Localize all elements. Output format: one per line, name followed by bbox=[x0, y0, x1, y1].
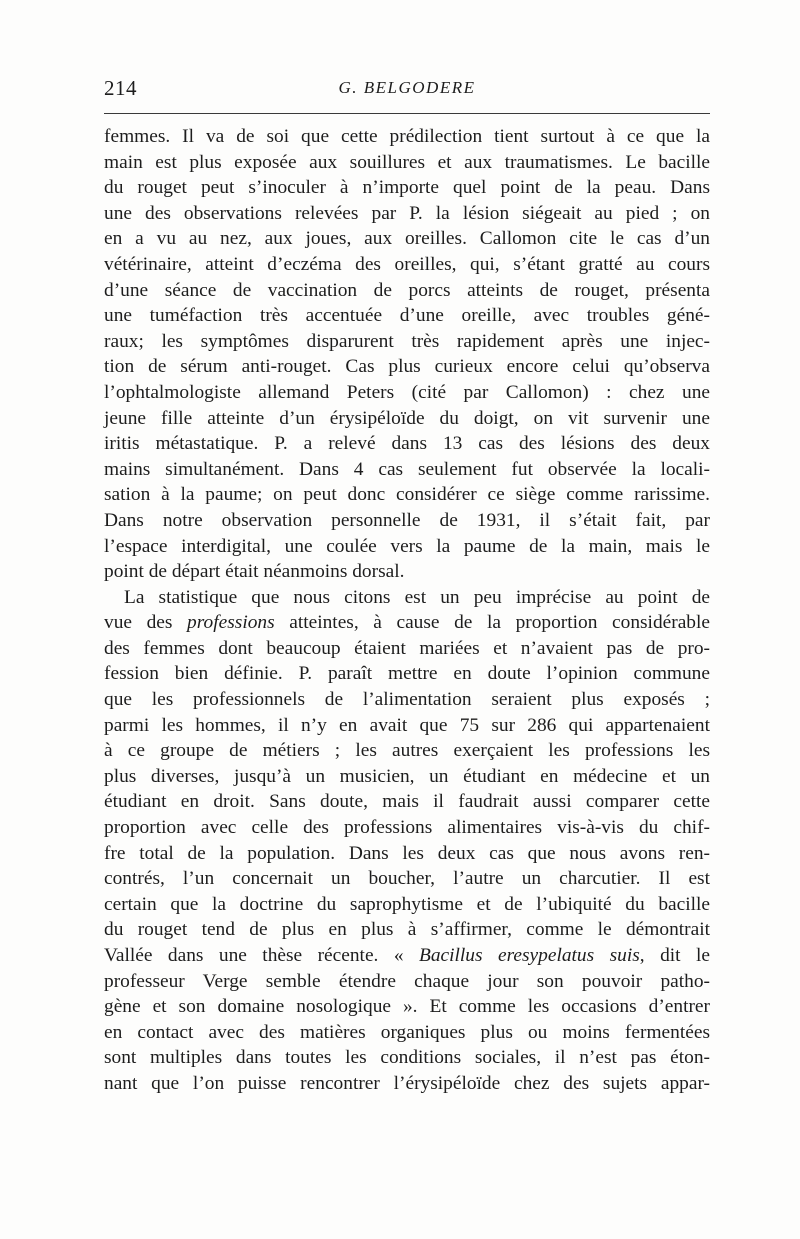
text-line: étudiant en droit. Sans doute, mais il faudrait aussi comparer cette bbox=[104, 791, 710, 813]
text-line: femmes. Il va de soi que cette prédilection tient surtout à ce que la bbox=[104, 126, 710, 147]
page-number: 214 bbox=[104, 76, 137, 100]
text-line: raux; les symptômes disparurent très rapidement après une injec- bbox=[104, 330, 710, 352]
text-line: iritis métastatique. P. a relevé dans 13 cas des lésions des deux bbox=[104, 433, 710, 455]
header-rule bbox=[104, 113, 710, 114]
text-line: en contact avec des matières organiques plus ou moins fermentées bbox=[104, 1021, 710, 1043]
text-line: du rouget peut s’inoculer à n’importe quel point de la peau. Dans bbox=[104, 177, 710, 199]
text-line: fession bien définie. P. paraît mettre en doute l’opinion commune bbox=[104, 663, 710, 685]
text-line: l’espace interdigital, une coulée vers la paume de la main, mais le bbox=[104, 535, 710, 557]
text-segment: atteintes, à cause de la proportion considérable bbox=[274, 612, 710, 634]
text-line: sont multiples dans toutes les conditions sociales, il n’est pas éton- bbox=[104, 1047, 710, 1069]
text-line: Dans notre observation personnelle de 1931, il s’était fait, par bbox=[104, 509, 710, 531]
text-line: tion de sérum anti-rouget. Cas plus curieux encore celui qu’observa bbox=[104, 356, 710, 378]
text-line: à ce groupe de métiers ; les autres exerçaient les professions les bbox=[104, 740, 710, 762]
text-line: mains simultanément. Dans 4 cas seulement fut observée la locali- bbox=[104, 458, 710, 480]
italic-term: professions bbox=[187, 612, 275, 634]
text-line: d’une séance de vaccination de porcs atteints de rouget, présenta bbox=[104, 279, 710, 301]
text-line: l’ophtalmologiste allemand Peters (cité par Callomon) : chez une bbox=[104, 381, 710, 403]
text-line: en a vu au nez, aux joues, aux oreilles. Callomon cite le cas d’un bbox=[104, 228, 710, 250]
text-line: du rouget tend de plus en plus à s’affirmer, comme le démontrait bbox=[104, 919, 710, 941]
text-line: une tuméfaction très accentuée d’une oreille, avec troubles géné- bbox=[104, 305, 710, 327]
text-segment: vue des bbox=[104, 612, 188, 634]
text-line: nant que l’on puisse rencontrer l’érysipéloïde chez des sujets appar- bbox=[104, 1072, 710, 1094]
text-line: vétérinaire, atteint d’eczéma des oreilles, qui, s’étant gratté au cours bbox=[104, 253, 710, 275]
running-head bbox=[104, 76, 710, 106]
text-line: que les professionnels de l’alimentation seraient plus exposés ; bbox=[104, 689, 710, 711]
text-line: contrés, l’un concernait un boucher, l’autre un charcutier. Il est bbox=[104, 868, 710, 890]
text-line: jeune fille atteinte d’un érysipéloïde du doigt, on vit survenir une bbox=[104, 407, 710, 429]
text-line bbox=[104, 610, 710, 636]
italic-term: Bacillus eresypelatus suis bbox=[418, 945, 640, 966]
text-line: fre total de la population. Dans les deux cas que nous avons ren- bbox=[104, 842, 710, 864]
text-line: professeur Verge semble étendre chaque jour son pouvoir patho- bbox=[104, 970, 710, 992]
text-line: certain que la doctrine du saprophytisme et de l’ubiquité du bacille bbox=[104, 893, 710, 915]
body-text bbox=[104, 124, 710, 1097]
text-line: main est plus exposée aux souillures et aux traumatismes. Le bacille bbox=[104, 151, 710, 173]
text-line bbox=[104, 943, 710, 969]
text-segment: Vallée dans une thèse récente. « bbox=[104, 945, 419, 966]
text-line: des femmes dont beaucoup étaient mariées et n’avaient pas de pro- bbox=[104, 637, 710, 659]
text-line: sation à la paume; on peut donc considérer ce siège comme rarissime. bbox=[104, 484, 710, 506]
text-line: La statistique que nous citons est un peu imprécise au point de bbox=[124, 586, 710, 608]
text-line: parmi les hommes, il n’y en avait que 75 sur 286 qui appartenaient bbox=[104, 714, 710, 736]
text-line: plus diverses, jusqu’à un musicien, un étudiant en médecine et un bbox=[104, 765, 710, 787]
running-title: G. BELGODERE bbox=[338, 78, 476, 97]
text-line: une des observations relevées par P. la lésion siégeait au pied ; on bbox=[104, 202, 710, 224]
text-line: gène et son domaine nosologique ». Et comme les occasions d’entrer bbox=[104, 996, 710, 1018]
text-line: proportion avec celle des professions alimentaires vis-à-vis du chif- bbox=[104, 817, 710, 839]
text-segment: , dit le bbox=[639, 945, 710, 966]
text-line: point de départ était néanmoins dorsal. bbox=[104, 561, 405, 583]
